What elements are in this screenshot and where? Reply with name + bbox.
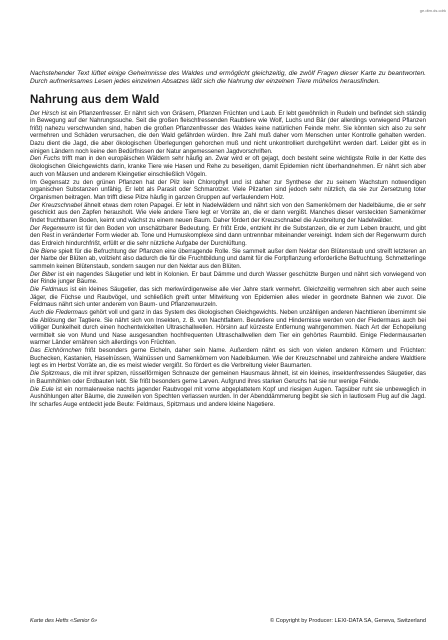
paragraph-text: gehört voll und ganz in das System des ökologischen Gleichgewichts. Neben unzähligen anderen Nachttieren übernimmt sie die Ablösung der Tagtiere. Sie nährt sich von Insekten, z. B. von Nachtfaltern. Beutetiere und Hindernisse werden von der Fledermaus auch bei völliger Dunkelheit durch einen hochentwickelten Ultraschallwellen. Hörsinn auf kürzeste Entfernung wahrgenommen. Nach Art der Echopeilung vermittelt sie von Mund und Nase ausgesandten hochfrequenten Ultraschallwellen dem Tier ein gehörtes Raumbild. Einige Fledermausarten warmer Länder ernähren sich allerdings von Früchten. xyxy=(30,309,426,347)
paragraph xyxy=(30,179,426,202)
paragraph-lead: Die Spitzmaus xyxy=(30,370,70,378)
paragraph-lead: Der Hirsch xyxy=(30,109,59,117)
paragraph-lead: Der Regenwurm xyxy=(30,224,75,232)
paragraph-text: Im Gegensatz zu den grünen Pflanzen hat der Pilz kein Chlorophyll und ist daher zur Synthese der zu seinem Wachstum notwendigen organischen Substanzen unfähig. Er lebt als Parasit oder Schmarotzer. Viele Pilzarten sind jedoch sehr nützlich, da sie zur Zersetzung toter Organismen beitragen. Man trifft diese Pilze häufig in ganzen Gruppen auf verfaulendem Holz. xyxy=(30,178,426,201)
paragraph xyxy=(30,271,426,286)
document-page xyxy=(30,70,426,408)
paragraph xyxy=(30,110,426,155)
paragraph-list xyxy=(30,110,426,409)
paragraph-text: ähnelt etwas dem roten Papagei. Er lebt in Nadelwäldern und nährt sich von den Samenkörnern der Nadelbäume, die er sehr geschickt aus den Zapfen herausholt. Wie viele andere Tiere legt er Vorräte an, die er dann vergißt. Manches dieser versteckten Samenkörner findet fruchtbaren Boden, keimt und wächst zu einem neuen Baum. Daher fördert der Kreuzschnabel die Ausbreitung der Nadelwälder. xyxy=(30,201,427,224)
footer-source: Karte des Hefts «Senior 6» xyxy=(30,618,98,624)
paragraph-text: ist ein Pflanzenfresser. Er nährt sich von Gräsern, Pflanzen Früchten und Laub. Er lebt gewöhnlich in Rudeln und befindet sich ständig in Bewegung auf der Nahrungssuche. Seit die großen fleischfressenden Raubtiere wie Wolf, Luchs und Bär (der allerdings vorwiegend Pflanzen frißt) nahezu verschwunden sind, haben die großen Pflanzenfresser des Waldes keine natürlichen Feinde mehr. Sie könnten sich also zu sehr vermehren und Schäden verursachen, die den Wald gefährden würden. Ihre Zahl muß daher vom Menschen unter Kontrolle gehalten werden. Dazu dient die Jagd, die aber ökologischen Überlegungen gehorchen muß und nicht unkontrolliert durchgeführt werden darf. Leider gibt es in einigen Ländern noch keine den Bedürfnissen der Natur angemessenen Jagdvorschriften. xyxy=(30,109,426,155)
paragraph-lead: Das Eichhörnchen xyxy=(30,347,82,355)
paragraph-lead: Auch die Fledermaus xyxy=(30,309,88,317)
paragraph-lead: Die Biene xyxy=(30,247,57,255)
paragraph-lead: Die Eule xyxy=(30,385,54,393)
paragraph-text: frißt besonders gerne Eicheln, daher sein Name. Außerdem nährt es sich von vielen anderen Körnern und Früchten: Buchecken, Kastanien, Haselnüssen, Walnüssen und Samenkörnern von Nadelbäumen. Wie der Kreuzschnabel und zahlreiche andere Waldtiere legt es im Herbst Vorräte an, die es meist wieder vergißt. So fördert es die Verbreitung vieler Baumarten. xyxy=(30,347,426,370)
paragraph-lead: Den Fuchs xyxy=(30,155,61,163)
paragraph-text: spielt für die Befruchtung der Pflanzen eine überragende Rolle. Sie sammelt außer dem Nektar den Blütenstaub und streift letzteren an der Narbe der Blüten ab, vollzieht also dadurch die für die Fruchtbildung und damit für die Fortpflanzung erforderliche Befruchtung. Schmetterlinge sammeln keinen Blütenstaub, sondern saugen nur den Nektar aus den Blüten. xyxy=(30,247,426,270)
intro-text: Nachstehender Text lüftet einige Geheimnisse des Waldes und ermöglicht gleichzeitig, die zwölf Fragen dieser Karte zu beantworten. Durch aufmerksames Lesen jedes einzelnen Absatzes läßt sich die Nahrung der einzelnen Tiere müheIos herausfinden. xyxy=(30,70,426,86)
paragraph xyxy=(30,286,426,309)
paragraph-text: ist ein nagendes Säugetier und lebt in Kolonien. Er baut Dämme und durch Wasser geschützte Burgen und nährt sich vorwiegend von der Rinde junger Bäume. xyxy=(30,270,426,286)
paragraph xyxy=(30,347,426,370)
paragraph-text: trifft man in den europäischen Wäldern sehr häufig an. Zwar wird er oft gejagt, doch besteht seine wichtigste Rolle in der Kette des ökologischen Gleichgewichts darin, kranke Tiere wie Hasen und Rehe zu beseitigen, damit Epidemien nicht überhandnehmen. Er nährt sich aber auch von Mäusen und anderem Kleingetier einschließlich Vögeln. xyxy=(30,155,426,178)
paragraph-lead: Der Biber xyxy=(30,270,57,278)
paragraph xyxy=(30,386,426,409)
paragraph-lead: Der Kreuzschnabel xyxy=(30,201,83,209)
paragraph-text: ist für den Boden von unschätzbarer Bedeutung. Er frißt Erde, entzieht ihr die Substanzen, die er zum Leben braucht, und gibt den Rest in veränderter Form wieder ab. Tone und Humuskomplexe sind dann untrennbar miteinander vereinigt. Indem sich der Regenwurm durch das Erdreich hindurchfrißt, erfüllt er die sehr nützliche Aufgabe der Durchlüftung. xyxy=(30,224,426,247)
paragraph xyxy=(30,309,426,347)
corner-mark: ge.dtm.ds.cdrk xyxy=(419,8,446,13)
paragraph xyxy=(30,225,426,248)
paragraph xyxy=(30,202,426,225)
paragraph-text: ist ein kleines Säugetier, das sich merkwürdigerweise alle vier Jahre stark vermehrt. Gleichzeitig vermehren sich aber auch seine Jäger, die Füchse und Raubvögel, und schließlich greift unter Mitwirkung von Epidemien alles wieder in geordnete Bahnen wie zuvor. Die Feldmaus nährt sich unter anderem von Baum- und Pflanzenwurzeln. xyxy=(30,286,426,309)
footer-copyright: © Copyright by Producer: LEXI-DATA SA, Geneva, Switzerland xyxy=(270,618,426,624)
paragraph xyxy=(30,155,426,178)
paragraph xyxy=(30,248,426,271)
paragraph xyxy=(30,370,426,385)
paragraph-text: ist ein normalerweise nachts jagender Raubvogel mit vorne abgeplattetem Kopf und riesigen Augen. Tagsüber ruht sie unbeweglich in Aushöhlungen alter Bäume, die zuweilen von Spechten verlassen wurden. In der Abenddämmerung begibt sie sich in lautlosem Flug auf die Jagd. Ihr scharfes Auge entdeckt jede Beute: Feldmaus, Spitzmaus und andere kleine Nagetiere. xyxy=(30,385,426,408)
paragraph-text: , die mit ihrer spitzen, rüsselförmigen Schnauze der gemeinen Hausmaus ähnelt, ist ein kleines, insektenfressendes Säugetier, das in Baumhöhlen oder Erdbauten lebt. Sie frißt besonders gerne Larven. Aufgrund ihres starken Geruchs hat sie nur wenige Feinde. xyxy=(30,370,426,385)
section-heading: Nahrung aus dem Wald xyxy=(30,93,160,106)
paragraph-lead: Die Feldmaus xyxy=(30,286,69,294)
